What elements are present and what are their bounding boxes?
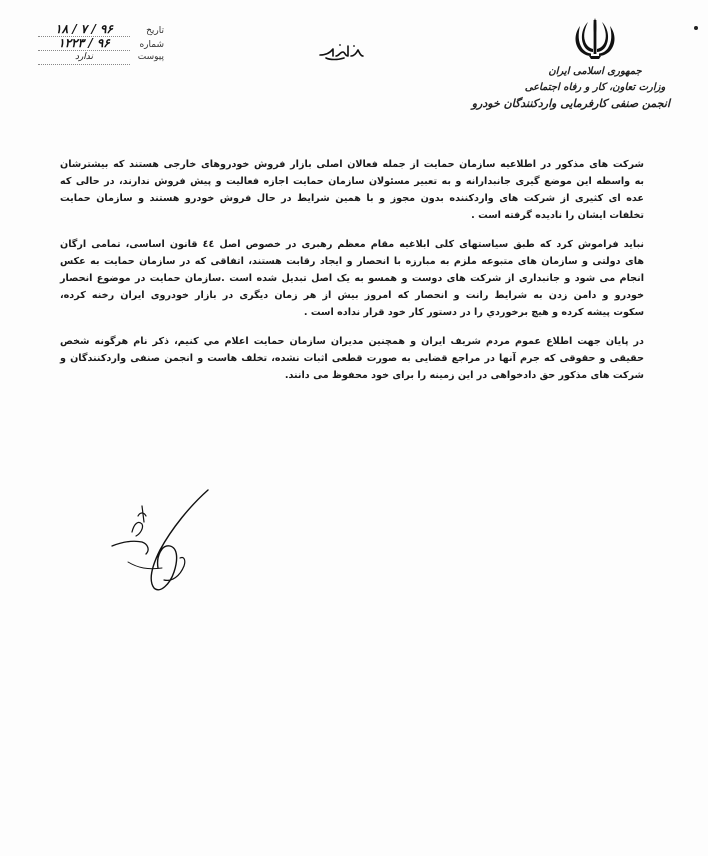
date-label: تاریخ — [146, 26, 164, 36]
paragraph-1 — [60, 156, 644, 224]
letterhead — [471, 14, 670, 112]
ref-attachment-row — [34, 50, 164, 64]
margin-dot — [694, 26, 698, 30]
paragraph-line: شرکت های مذکور در اطلاعیه سازمان حمایت از جمله فعالان اصلی بازار فروش خودروهای خارجی هستند که بیشترشان — [60, 159, 644, 170]
iran-emblem-icon — [571, 14, 619, 62]
paragraph-line: در پایان جهت اطلاع عموم مردم شریف ایران و همچنین مدیران سازمان حمایت اعلام مي کنیم، ذکر نام هرگونه شخص — [60, 336, 644, 347]
paragraph-line: تخلفات ایشان را نادیده گرفته است . — [471, 210, 644, 221]
handwritten-signature-icon — [108, 484, 248, 606]
org-association: انجمن صنفی کارفرمایی واردکنندگان خودرو — [471, 97, 670, 110]
paragraph-line: خودرو و دامن زدن به شرایط رانت و انحصار که امروز بیش از هر زمان دیگری در بازار خودروی ایران رخنه کرده، — [60, 290, 644, 301]
paragraph-line: انجام می شود و جانبداری از شرکت های دوست و همسو به یک اصل تبدیل شده است .سازمان حمایت در موضوع انحصار — [60, 273, 644, 284]
org-country: جمهوری اسلامی ایران — [548, 66, 642, 77]
attachment-value: ندارد — [38, 50, 130, 65]
paragraph-line: به واسطه این موضع گیری جانبدارانه و به تعبیر مسئولان سازمان حمایت اجازه فعالیت و پیش فروش ندارند، در حالی که — [60, 176, 644, 187]
bismillah-calligraphy — [316, 40, 366, 62]
paragraph-3 — [60, 333, 644, 384]
paragraph-line: عده ای کثیری از شرکت های واردکننده بدون مجوز و با همین شرایط در حال فروش خودرو هستند و سازمان حمایت — [60, 193, 644, 204]
org-ministry: وزارت تعاون، کار و رفاه اجتماعی — [524, 82, 666, 93]
letter-body — [60, 156, 644, 396]
attachment-label: پیوست — [137, 52, 164, 62]
number-value: ۹۶ / ۱۲۲۳ — [38, 36, 130, 51]
paragraph-line: حقیقی و حقوقی که جرم آنها در مراجع قضایی به صورت قطعی اثبات نشده، تخلف هاست و انجمن صنفی واردکنندگان و — [60, 353, 644, 364]
paragraph-line: سکوت پیشه کرده و هیچ برخوردي را در دستور کار خود قرار نداده است . — [303, 307, 644, 318]
paragraph-line: نباید فراموش کرد که طبق سیاستهای کلی ابلاغیه مقام معظم رهبری در خصوص اصل ٤٤ قانون اساسی، تمامی ارگان — [60, 239, 644, 250]
reference-block — [34, 22, 164, 64]
ref-date-row — [34, 22, 164, 36]
ref-number-row — [34, 36, 164, 50]
paragraph-line: های دولتی و سازمان های متبوعه ملزم به مبارزه با انحصار و ایجاد رقابت هستند، اتفاقی که در سازمان حمایت به عکس — [60, 256, 644, 267]
paragraph-2 — [60, 236, 644, 321]
paragraph-line: شرکت های مذکور حق دادخواهی در این زمینه را برای خود محفوظ می دانند. — [284, 370, 644, 381]
date-value: ۹۶ / ۷ / ۱۸ — [38, 22, 130, 37]
number-label: شماره — [139, 40, 164, 50]
